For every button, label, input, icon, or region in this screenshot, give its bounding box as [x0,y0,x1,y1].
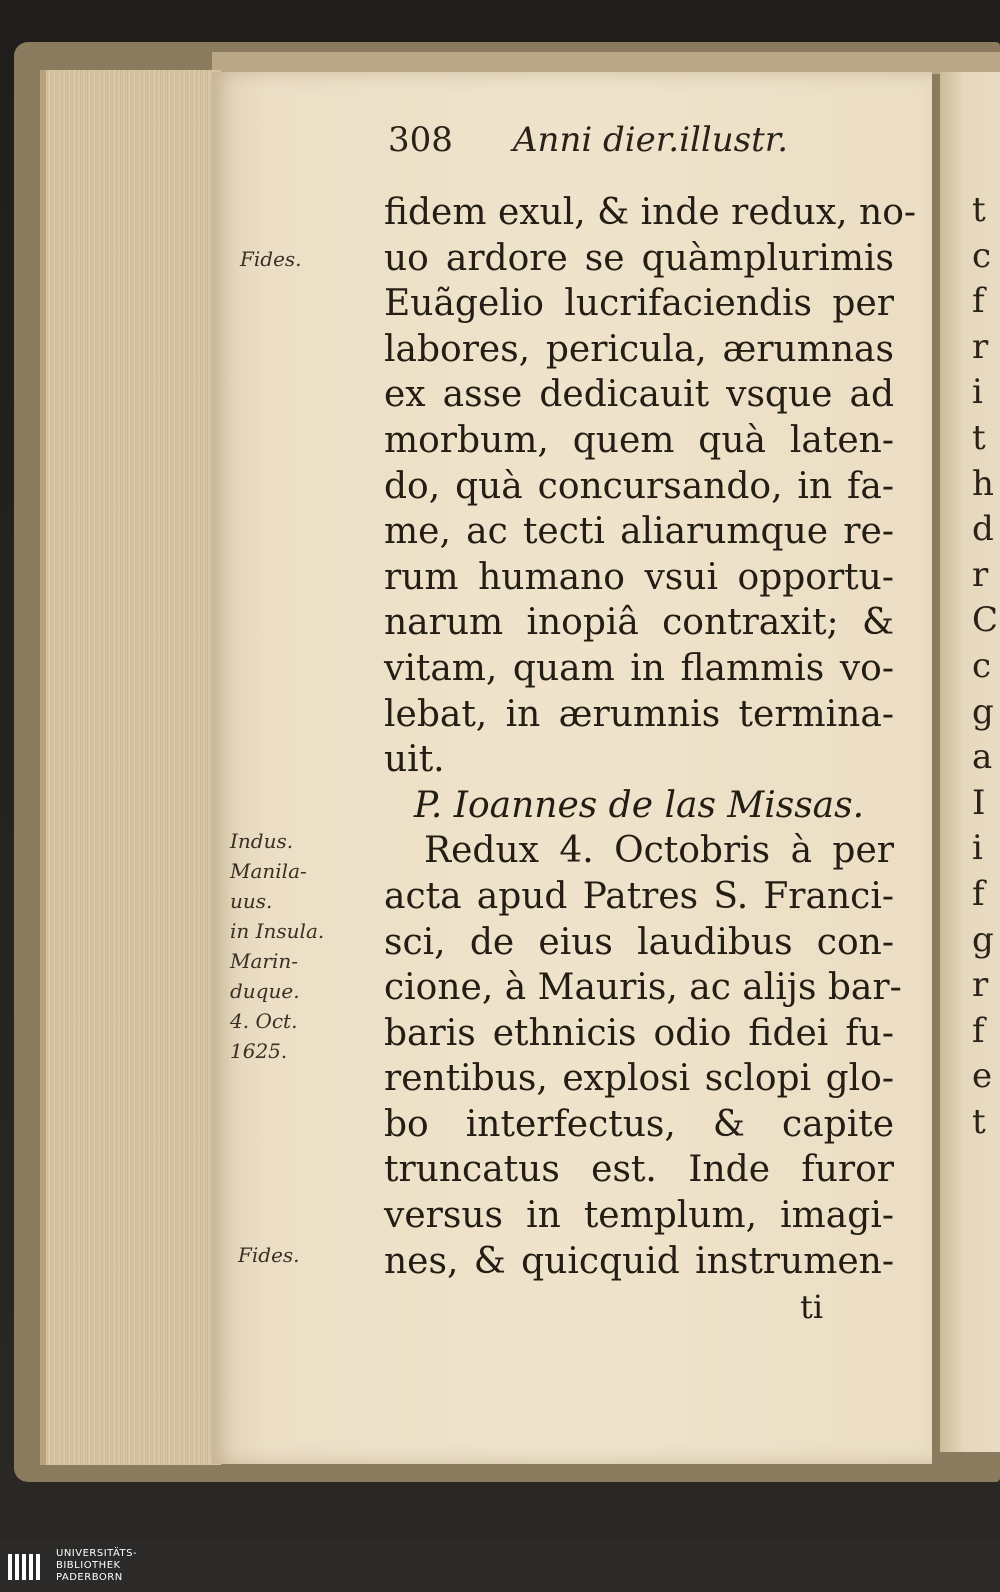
library-name-line: BIBLIOTHEK [56,1560,121,1571]
facing-page-letter: h [972,463,994,504]
facing-page-letter: g [972,919,994,960]
text-line: ex asse dedicauit vsque ad [384,374,894,416]
facing-page-letter: I [972,782,986,823]
facing-page-letter: c [972,646,992,686]
text-line: me, ac tecti aliarumque re- [384,511,894,553]
text-line: uit. [384,739,445,781]
margin-note-fides: Fides. [240,247,302,271]
facing-page-letter: f [972,281,985,322]
facing-page-letter: r [972,965,989,1006]
page-edges [40,70,221,1465]
text-line: narum inopiâ contraxit; & [384,602,894,644]
facing-page-letter: c [972,235,992,276]
page-header [388,120,908,176]
margin-note-fides-2: Fides. [238,1243,300,1267]
facing-page-letter: r [972,326,989,367]
text-line: morbum, quem quà laten- [384,419,894,461]
facing-page-letter: i [972,372,983,413]
text-line: sci, de eius laudibus con- [384,921,894,963]
page-number: 308 [388,120,453,160]
text-line: fidem exul, & inde redux, no- [384,192,917,233]
facing-page-letter: i [972,828,983,869]
section-heading: P. Ioannes de las Missas. [413,784,865,826]
text-line: truncatus est. Inde furor [384,1149,894,1191]
margin-note-location [230,826,324,1066]
library-name-line: UNIVERSITÄTS- [56,1548,138,1559]
margin-line: in Insula. [230,919,325,943]
margin-line: duque. [230,979,300,1003]
text-line: rum humano vsui opportu- [384,556,894,598]
library-logo-icon [6,1550,48,1584]
text-line: Euãgelio lucrifaciendis per [384,283,894,325]
facing-page-letter: g [972,691,994,732]
library-footer [0,1540,1000,1592]
facing-page-letter: t [972,190,986,230]
facing-page-letter: t [972,1102,986,1142]
text-line: do, quà concursando, in fa- [384,465,894,507]
library-name-line: PADERBORN [56,1572,123,1583]
text-line: uo ardore se quàmplurimis [384,237,894,279]
text-line: lebat, in ærumnis termina- [384,693,894,735]
text-line: acta apud Patres S. Franci- [384,875,894,917]
margin-line: Manila- [230,859,307,883]
text-line: baris ethnicis odio fidei fu- [384,1012,894,1054]
text-line: versus in templum, imagi- [384,1195,894,1237]
margin-line: Indus. [230,829,294,853]
margin-line: 4. Oct. [230,1009,298,1033]
text-line: rentibus, explosi sclopi glo- [384,1058,894,1100]
book-top-edge [212,52,1000,74]
text-line: cione, à Mauris, ac alijs bar- [384,967,902,1009]
facing-page-letter: C [972,600,999,641]
facing-page-letter: f [972,1010,985,1051]
text-line: bo interfectus, & capite [384,1103,894,1145]
margin-line: uus. [230,889,273,913]
facing-page-letter: a [972,737,993,778]
text-line: labores, pericula, ærumnas [384,328,894,370]
text-line: nes, & quicquid instrumen- [384,1240,894,1282]
facing-page-letter: f [972,874,985,914]
text-line: vitam, quam in flammis vo- [384,647,894,689]
text-line: Redux 4. Octobris à per [424,830,894,872]
running-head: Anni dier.illustr. [513,120,789,160]
catchword: ti [800,1288,824,1326]
body-text [384,190,917,1284]
facing-page-letter: r [972,554,989,595]
library-name [56,1548,137,1584]
facing-page-letter: e [972,1056,993,1097]
margin-line: 1625. [230,1039,288,1063]
facing-page-letter: t [972,418,986,458]
facing-page-letter: d [972,509,994,550]
margin-line: Marin- [230,949,298,973]
